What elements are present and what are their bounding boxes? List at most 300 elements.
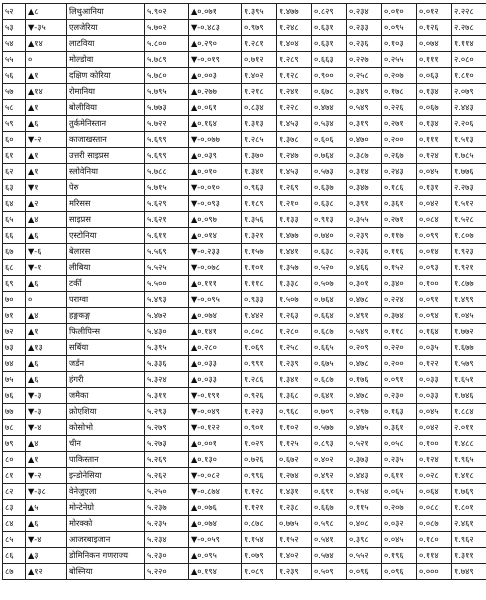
dystopia-residual-cell: १.९२१: [452, 260, 486, 276]
rank-change-cell: ▼-३: [26, 404, 67, 420]
rank-change-cell: ▼-४: [26, 420, 67, 436]
freedom-cell: ०.३७३: [347, 452, 382, 468]
dystopia-residual-cell: १.८०७: [452, 228, 486, 244]
rank-cell: ७९: [3, 436, 26, 452]
corruption-cell: ०.०४५: [417, 164, 452, 180]
social-support-cell: १.२४७: [277, 148, 312, 164]
score-change-cell: ▲०.०७६: [189, 500, 242, 516]
score-change-cell: ▼-०.०७७: [189, 132, 242, 148]
corruption-cell: ०.०९३: [417, 260, 452, 276]
country-cell: काजाखस्तान: [67, 132, 145, 148]
life-expectancy-cell: ०.६९१: [312, 484, 347, 500]
life-expectancy-cell: ०.६४१: [312, 388, 347, 404]
corruption-cell: ०.१००: [417, 276, 452, 292]
score-cell: ५.२७३: [145, 436, 189, 452]
dystopia-residual-cell: १.७४९: [452, 564, 486, 580]
generosity-cell: ०.१०३: [382, 36, 417, 52]
score-change-cell: ▲०.१६४: [189, 116, 242, 132]
rank-change-cell: ▲१४: [26, 36, 67, 52]
score-cell: ५.७१५: [145, 180, 189, 196]
rank-change-cell: ▲२: [26, 196, 67, 212]
table-row: [3, 212, 486, 228]
freedom-cell: ०.५५२: [347, 548, 382, 564]
corruption-cell: ०.०६४: [417, 484, 452, 500]
table-row: [3, 340, 486, 356]
gdp-cell: १.४४२: [242, 308, 277, 324]
corruption-cell: ०.०३३: [417, 372, 452, 388]
generosity-cell: ०.११८: [382, 324, 417, 340]
rank-change-cell: ▼-१: [26, 260, 67, 276]
gdp-cell: १.१५७: [242, 244, 277, 260]
score-cell: ५.४७२: [145, 308, 189, 324]
score-change-cell: ▲०.१११: [189, 276, 242, 292]
country-cell: आजरबाइजान: [67, 532, 145, 548]
country-cell: तुर्कमेनिस्तान: [67, 116, 145, 132]
generosity-cell: ०.१७८: [382, 84, 417, 100]
dystopia-residual-cell: १.८७७: [452, 276, 486, 292]
rank-cell: ८६: [3, 548, 26, 564]
table-row: [3, 148, 486, 164]
dystopia-residual-cell: २.४४३: [452, 100, 486, 116]
country-cell: दक्षिण कोरिया: [67, 68, 145, 84]
dystopia-residual-cell: १.४९९: [452, 292, 486, 308]
score-change-cell: ▲०.२७७: [189, 84, 242, 100]
dystopia-residual-cell: २.४६१: [452, 516, 486, 532]
rank-cell: ६१: [3, 148, 26, 164]
rank-cell: ८३: [3, 500, 26, 516]
rank-change-cell: ▼-३: [26, 388, 67, 404]
score-cell: ५.६२१: [145, 212, 189, 228]
country-cell: सर्बिया: [67, 340, 145, 356]
life-expectancy-cell: ०.९००: [312, 68, 347, 84]
score-cell: ५.७७३: [145, 100, 189, 116]
rank-change-cell: ▲१: [26, 452, 67, 468]
freedom-cell: ०.४०८: [347, 516, 382, 532]
score-cell: ५.२३५: [145, 516, 189, 532]
freedom-cell: ०.२३९: [347, 228, 382, 244]
gdp-cell: ०.८३४: [242, 100, 277, 116]
gdp-cell: १.२८६: [242, 372, 277, 388]
generosity-cell: ०.२२४: [382, 292, 417, 308]
score-cell: ५.२२०: [145, 564, 189, 580]
generosity-cell: ०.२६७: [382, 148, 417, 164]
social-support-cell: १.२४८: [277, 20, 312, 36]
generosity-cell: ०.०५८: [382, 436, 417, 452]
dystopia-residual-cell: १.७७६: [452, 164, 486, 180]
score-cell: ५.५२५: [145, 260, 189, 276]
social-support-cell: १.४५३: [277, 116, 312, 132]
score-change-cell: ▲०.०९७: [189, 212, 242, 228]
corruption-cell: ०.०२८: [417, 468, 452, 484]
dystopia-residual-cell: १.७७२: [452, 324, 486, 340]
country-cell: लीबिया: [67, 260, 145, 276]
corruption-cell: ०.०४५: [417, 404, 452, 420]
dystopia-residual-cell: १.६७७: [452, 340, 486, 356]
social-support-cell: १.५०७: [277, 292, 312, 308]
social-support-cell: १.१२५: [277, 436, 312, 452]
score-cell: ५.३९५: [145, 340, 189, 356]
corruption-cell: ०.१००: [417, 436, 452, 452]
gdp-cell: १.०८९: [242, 564, 277, 580]
country-cell: हंगरी: [67, 372, 145, 388]
table-row: [3, 324, 486, 340]
gdp-cell: १.१०१: [242, 260, 277, 276]
life-expectancy-cell: ०.६७५: [312, 356, 347, 372]
freedom-cell: ०.०९६: [347, 564, 382, 580]
life-expectancy-cell: ०.४०२: [312, 452, 347, 468]
life-expectancy-cell: ०.७६४: [312, 148, 347, 164]
country-cell: पेरु: [67, 180, 145, 196]
generosity-cell: ०.१८६: [382, 180, 417, 196]
score-cell: ५.९०२: [145, 4, 189, 20]
gdp-cell: ०.९०१: [242, 420, 277, 436]
table-row: [3, 260, 486, 276]
table-row: [3, 420, 486, 436]
gdp-cell: १.३९५: [242, 4, 277, 20]
dystopia-residual-cell: १.९६२: [452, 532, 486, 548]
gdp-cell: ०.८७८: [242, 516, 277, 532]
score-change-cell: ▼-०.१९१: [189, 388, 242, 404]
social-support-cell: १.१३३: [277, 212, 312, 228]
life-expectancy-cell: ०.५९८: [312, 516, 347, 532]
rank-change-cell: ▼-४: [26, 532, 67, 548]
score-change-cell: ▲०.००१: [189, 436, 242, 452]
life-expectancy-cell: ०.६८७: [312, 324, 347, 340]
score-change-cell: ▲०.२८०: [189, 340, 242, 356]
score-change-cell: ▲०.१३०: [189, 452, 242, 468]
life-expectancy-cell: ०.५०७: [312, 276, 347, 292]
rank-cell: ७२: [3, 324, 26, 340]
freedom-cell: ०.१५४: [347, 484, 382, 500]
freedom-cell: ०.३०१: [347, 276, 382, 292]
gdp-cell: १.३७०: [242, 148, 277, 164]
life-expectancy-cell: ०.८९३: [312, 436, 347, 452]
table-row: [3, 484, 486, 500]
freedom-cell: ०.११५: [347, 500, 382, 516]
corruption-cell: ०.०९१: [417, 292, 452, 308]
gdp-cell: ०.९९१: [242, 356, 277, 372]
gdp-cell: १.२१८: [242, 84, 277, 100]
rank-cell: ५७: [3, 84, 26, 100]
rank-change-cell: ▼-३५: [26, 20, 67, 36]
rank-change-cell: ▲४: [26, 212, 67, 228]
corruption-cell: ०.१२६: [417, 20, 452, 36]
table-row: [3, 372, 486, 388]
freedom-cell: ०.२०९: [347, 340, 382, 356]
score-change-cell: ▲०.०७१: [189, 4, 242, 20]
gdp-cell: १.३१३: [242, 116, 277, 132]
social-support-cell: १.१२८: [277, 68, 312, 84]
table-row: [3, 452, 486, 468]
gdp-cell: ०.७१२: [242, 52, 277, 68]
social-support-cell: १.२४१: [277, 84, 312, 100]
country-cell: साइप्रस: [67, 212, 145, 228]
generosity-cell: ०.०४५: [382, 532, 417, 548]
generosity-cell: ०.१६३: [382, 404, 417, 420]
corruption-cell: ०.१२२: [417, 356, 452, 372]
life-expectancy-cell: ०.७४०: [312, 228, 347, 244]
freedom-cell: ०.५२१: [347, 436, 382, 452]
corruption-cell: ०.०९९: [417, 228, 452, 244]
gdp-cell: १.३२१: [242, 228, 277, 244]
generosity-cell: ०.०९१: [382, 372, 417, 388]
generosity-cell: ०.२०७: [382, 500, 417, 516]
rank-cell: ७८: [3, 420, 26, 436]
score-cell: ५.४९३: [145, 292, 189, 308]
corruption-cell: ०.१६४: [417, 324, 452, 340]
corruption-cell: ०.११४: [417, 548, 452, 564]
freedom-cell: ०.४७५: [347, 420, 382, 436]
score-cell: ५.८००: [145, 36, 189, 52]
corruption-cell: ०.१११: [417, 132, 452, 148]
gdp-cell: ०.९३३: [242, 292, 277, 308]
country-cell: मरिसस: [67, 196, 145, 212]
freedom-cell: ०.४९१: [347, 308, 382, 324]
country-cell: स्लोवेनिया: [67, 164, 145, 180]
gdp-cell: १.३५६: [242, 212, 277, 228]
corruption-cell: ०.१२४: [417, 452, 452, 468]
score-cell: ५.७२२: [145, 116, 189, 132]
social-support-cell: १.२३८: [277, 500, 312, 516]
table-row: [3, 500, 486, 516]
social-support-cell: १.२७४: [277, 468, 312, 484]
table-row: [3, 68, 486, 84]
table-row: [3, 436, 486, 452]
rank-cell: ७३: [3, 340, 26, 356]
corruption-cell: ०.१८०: [417, 532, 452, 548]
rank-cell: ८०: [3, 452, 26, 468]
rank-cell: ७५: [3, 372, 26, 388]
country-cell: कोसोभो: [67, 420, 145, 436]
freedom-cell: ०.५४९: [347, 324, 382, 340]
score-change-cell: ▲०.०१०: [189, 164, 242, 180]
rank-cell: ५८: [3, 100, 26, 116]
score-cell: ५.५००: [145, 276, 189, 292]
freedom-cell: ०.४७८: [347, 388, 382, 404]
rank-change-cell: ▲१: [26, 68, 67, 84]
social-support-cell: १.२८०: [277, 324, 312, 340]
dystopia-residual-cell: १.८८४: [452, 404, 486, 420]
score-change-cell: ▲०.०७४: [189, 516, 242, 532]
life-expectancy-cell: ०.५३४: [312, 116, 347, 132]
gdp-cell: १.०६९: [242, 340, 277, 356]
country-cell: फिलीपिन्स: [67, 324, 145, 340]
rank-change-cell: ▼-२: [26, 468, 67, 484]
rank-change-cell: ▲४: [26, 308, 67, 324]
dystopia-residual-cell: १.७४६: [452, 388, 486, 404]
life-expectancy-cell: ०.५७७: [312, 420, 347, 436]
score-cell: ५.२७९: [145, 420, 189, 436]
gdp-cell: ०.९६३: [242, 180, 277, 196]
generosity-cell: ०.०३२: [382, 516, 417, 532]
country-cell: चीन: [67, 436, 145, 452]
social-support-cell: ०.९६८: [277, 404, 312, 420]
table-row: [3, 4, 486, 20]
rank-change-cell: ▲१: [26, 148, 67, 164]
social-support-cell: १.४३१: [277, 484, 312, 500]
generosity-cell: ०.११७: [382, 228, 417, 244]
country-cell: इन्डोनेसिया: [67, 468, 145, 484]
country-cell: वेनेजुएला: [67, 484, 145, 500]
gdp-cell: १.११८: [242, 276, 277, 292]
score-change-cell: ▲०.१४१: [189, 324, 242, 340]
country-cell: मोन्टेनेग्रो: [67, 500, 145, 516]
social-support-cell: १.४७७: [277, 4, 312, 20]
dystopia-residual-cell: १.५१२: [452, 196, 486, 212]
generosity-cell: ०.२३०: [382, 388, 417, 404]
corruption-cell: ०.०४२: [417, 420, 452, 436]
score-change-cell: ▲०.०३९: [189, 148, 242, 164]
rank-change-cell: ▲१: [26, 324, 67, 340]
rank-cell: ५५: [3, 52, 26, 68]
rank-cell: ५४: [3, 36, 26, 52]
rank-cell: ६२: [3, 164, 26, 180]
corruption-cell: ०.०४२: [417, 196, 452, 212]
score-cell: ५.६२९: [145, 196, 189, 212]
generosity-cell: ०.१९६: [382, 548, 417, 564]
corruption-cell: ०.०६३: [417, 68, 452, 84]
life-expectancy-cell: ०.५७३: [312, 164, 347, 180]
freedom-cell: ०.३८७: [347, 148, 382, 164]
freedom-cell: ०.२३४: [347, 4, 382, 20]
social-support-cell: १.३५७: [277, 260, 312, 276]
freedom-cell: ०.४७८: [347, 292, 382, 308]
corruption-cell: ०.०३३: [417, 388, 452, 404]
life-expectancy-cell: ०.६६३: [312, 52, 347, 68]
life-expectancy-cell: ०.६०६: [312, 132, 347, 148]
score-cell: ५.७८०: [145, 68, 189, 84]
score-cell: ५.२९३: [145, 404, 189, 420]
gdp-cell: १.२२३: [242, 404, 277, 420]
table-row: [3, 196, 486, 212]
table-row: [3, 308, 486, 324]
score-cell: ५.६११: [145, 228, 189, 244]
dystopia-residual-cell: २.२२८: [452, 4, 486, 20]
freedom-cell: ०.३४७: [347, 180, 382, 196]
table-row: [3, 52, 486, 68]
score-change-cell: ▼-०.०१०: [189, 180, 242, 196]
social-support-cell: ०.७७५: [277, 516, 312, 532]
freedom-cell: ०.३५५: [347, 212, 382, 228]
dystopia-residual-cell: २.०८०: [452, 52, 486, 68]
gdp-cell: १.२८५: [242, 132, 277, 148]
score-cell: ५.२६९: [145, 452, 189, 468]
rank-cell: ६०: [3, 132, 26, 148]
freedom-cell: ०.२२७: [347, 52, 382, 68]
table-row: [3, 516, 486, 532]
rank-change-cell: ▲१: [26, 164, 67, 180]
gdp-cell: ०.९९६: [242, 468, 277, 484]
country-cell: टर्की: [67, 276, 145, 292]
table-row: [3, 388, 486, 404]
social-support-cell: १.२२८: [277, 100, 312, 116]
gdp-cell: १.१२८: [242, 484, 277, 500]
freedom-cell: ०.२९७: [347, 404, 382, 420]
score-change-cell: ▼-०.०१९: [189, 52, 242, 68]
score-change-cell: ▼-०.८७४: [189, 484, 242, 500]
social-support-cell: १.२८९: [277, 52, 312, 68]
table-row: [3, 548, 486, 564]
rank-cell: ८२: [3, 484, 26, 500]
freedom-cell: ०.४७०: [347, 132, 382, 148]
country-cell: बेलारस: [67, 244, 145, 260]
country-cell: डोमिनिकन गणराज्य: [67, 548, 145, 564]
score-change-cell: ▼-०.१२२: [189, 420, 242, 436]
generosity-cell: ०.०९५: [382, 20, 417, 36]
rank-change-cell: ▲१: [26, 100, 67, 116]
generosity-cell: ०.३६१: [382, 420, 417, 436]
rank-change-cell: ▼-३८: [26, 484, 67, 500]
rank-cell: ६७: [3, 244, 26, 260]
country-cell: बोस्निया: [67, 564, 145, 580]
freedom-cell: ०.३१४: [347, 164, 382, 180]
score-cell: ५.३११: [145, 388, 189, 404]
score-change-cell: ▼-०.०८२: [189, 468, 242, 484]
rank-cell: ६९: [3, 276, 26, 292]
rank-change-cell: ▲१४: [26, 84, 67, 100]
life-expectancy-cell: ०.६३१: [312, 36, 347, 52]
dystopia-residual-cell: १.८१०: [452, 68, 486, 84]
corruption-cell: ०.०९४: [417, 308, 452, 324]
gdp-cell: ०.७२६: [242, 452, 277, 468]
dystopia-residual-cell: १.११४: [452, 36, 486, 52]
country-cell: क्रोएशिया: [67, 404, 145, 420]
table-row: [3, 84, 486, 100]
generosity-cell: ०.२७१: [382, 212, 417, 228]
table-row: [3, 564, 486, 580]
generosity-cell: ०.०१०: [382, 4, 417, 20]
corruption-cell: ०.१३१: [417, 180, 452, 196]
country-cell: पाकिस्तान: [67, 452, 145, 468]
table-row: [3, 132, 486, 148]
table-row: [3, 356, 486, 372]
dystopia-residual-cell: २.२७३: [452, 180, 486, 196]
score-change-cell: ▲०.०७४: [189, 308, 242, 324]
country-cell: बोलीविया: [67, 100, 145, 116]
freedom-cell: ०.२३६: [347, 244, 382, 260]
gdp-cell: १.०२९: [242, 436, 277, 452]
score-change-cell: ▲०.२९०: [189, 36, 242, 52]
rank-change-cell: ▲६: [26, 356, 67, 372]
score-cell: ५.३२४: [145, 372, 189, 388]
score-cell: ५.७०२: [145, 20, 189, 36]
social-support-cell: १.२६३: [277, 308, 312, 324]
social-support-cell: १.४०२: [277, 548, 312, 564]
dystopia-residual-cell: २.०११: [452, 420, 486, 436]
corruption-cell: ०.०८७: [417, 516, 452, 532]
freedom-cell: ०.५४९: [347, 100, 382, 116]
freedom-cell: ०.३९१: [347, 196, 382, 212]
rank-cell: ७४: [3, 356, 26, 372]
table-row: [3, 292, 486, 308]
gdp-cell: १.१२१: [242, 500, 277, 516]
generosity-cell: ०.२७१: [382, 116, 417, 132]
score-cell: ५.६९९: [145, 148, 189, 164]
social-support-cell: १.३७८: [277, 132, 312, 148]
freedom-cell: ०.४४३: [347, 468, 382, 484]
freedom-cell: ०.४७८: [347, 356, 382, 372]
social-support-cell: १.२१०: [277, 196, 312, 212]
table-row: [3, 116, 486, 132]
country-cell: जमैका: [67, 388, 145, 404]
country-cell: जर्डन: [67, 356, 145, 372]
corruption-cell: ०.०८४: [417, 212, 452, 228]
social-support-cell: १.४४१: [277, 244, 312, 260]
freedom-cell: ०.३९८: [347, 532, 382, 548]
social-support-cell: १.३३८: [277, 276, 312, 292]
score-cell: ५.६९९: [145, 132, 189, 148]
score-change-cell: ▲०.०९५: [189, 548, 242, 564]
